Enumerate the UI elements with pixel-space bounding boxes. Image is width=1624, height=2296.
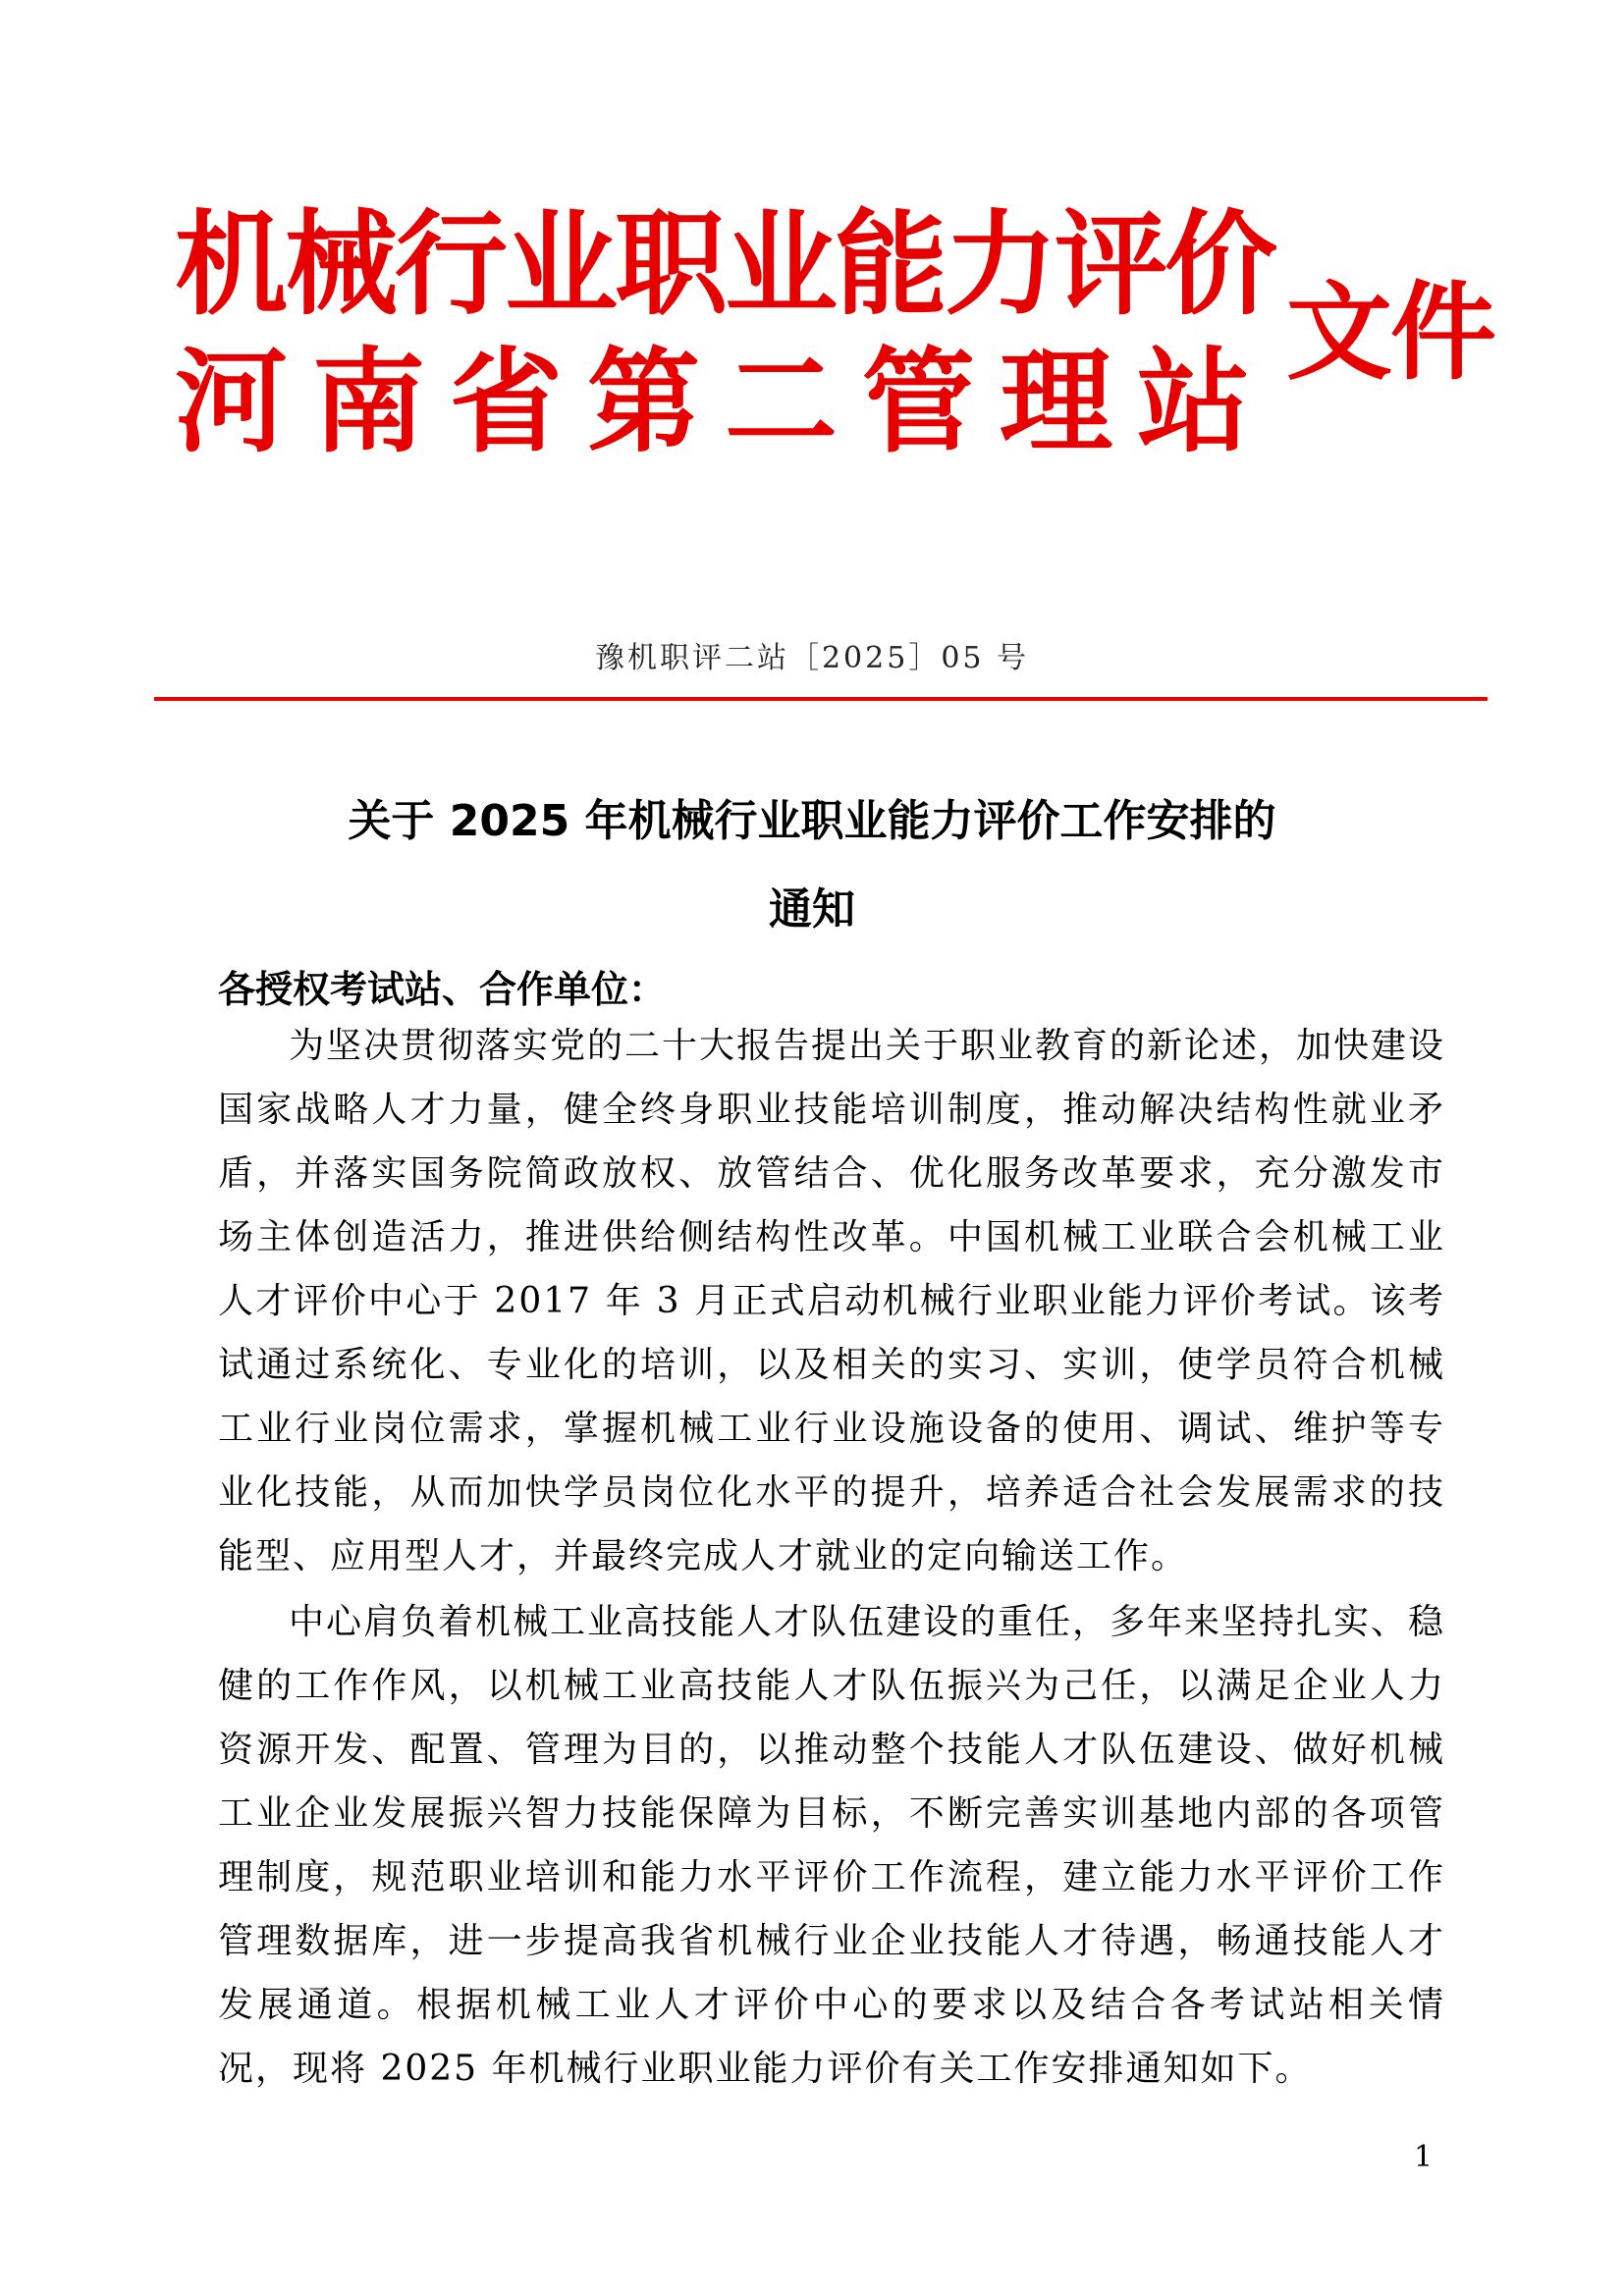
header-divider — [154, 697, 1488, 701]
body-paragraph-1: 为坚决贯彻落实党的二十大报告提出关于职业教育的新论述，加快建设国家战略人才力量，健全终身职业技能培训制度，推动解决结构性就业矛盾，并落实国务院简政放权、放管结合、优化服务改革要求，充分激发市场主体创造活力，推进供给侧结构性改革。中国机械工业联合会机械工业人才评价中心于 2017 年 3 月正式启动机械行业职业能力评价考试。该考试通过系统化、专业化的培训，以及相关的实习、实训，使学员符合机械工业行业岗位需求，掌握机械工业行业设施设备的使用、调试、维护等专业化技能，从而加快学员岗位化水平的提升，培养适合社会发展需求的技能型、应用型人才，并最终完成人才就业的定向输送工作。 — [218, 1026, 1446, 1576]
notice-title-line1: 关于 2025 年机械行业职业能力评价工作安排的 — [348, 796, 1276, 846]
header-title-line2: 河南省第二管理站 — [175, 337, 1275, 468]
body-paragraph-2: 中心肩负着机械工业高技能人才队伍建设的重任，多年来坚持扎实、稳健的工作作风，以机械工业高技能人才队伍振兴为己任，以满足企业人力资源开发、配置、管理为目的，以推动整个技能人才队伍建设、做好机械工业企业发展振兴智力技能保障为目标，不断完善实训基地内部的各项管理制度，规范职业培训和能力水平评价工作流程，建立能力水平评价工作管理数据库，进一步提高我省机械行业企业技能人才待遇，畅通技能人才发展通道。根据机械工业人才评价中心的要求以及结合各考试站相关情况，现将 2025 年机械行业职业能力评价有关工作安排通知如下。 — [218, 1602, 1446, 2089]
header-title-suffix: 文件 — [1286, 272, 1495, 395]
salutation: 各授权考试站、合作单位： — [218, 968, 667, 1011]
page-number: 1 — [1414, 2140, 1434, 2174]
notice-title-line2: 通知 — [769, 884, 855, 934]
header-title-line1: 机械行业职业能力评价 — [175, 199, 1275, 331]
document-number: 豫机职评二站［2025］05 号 — [594, 641, 1030, 675]
